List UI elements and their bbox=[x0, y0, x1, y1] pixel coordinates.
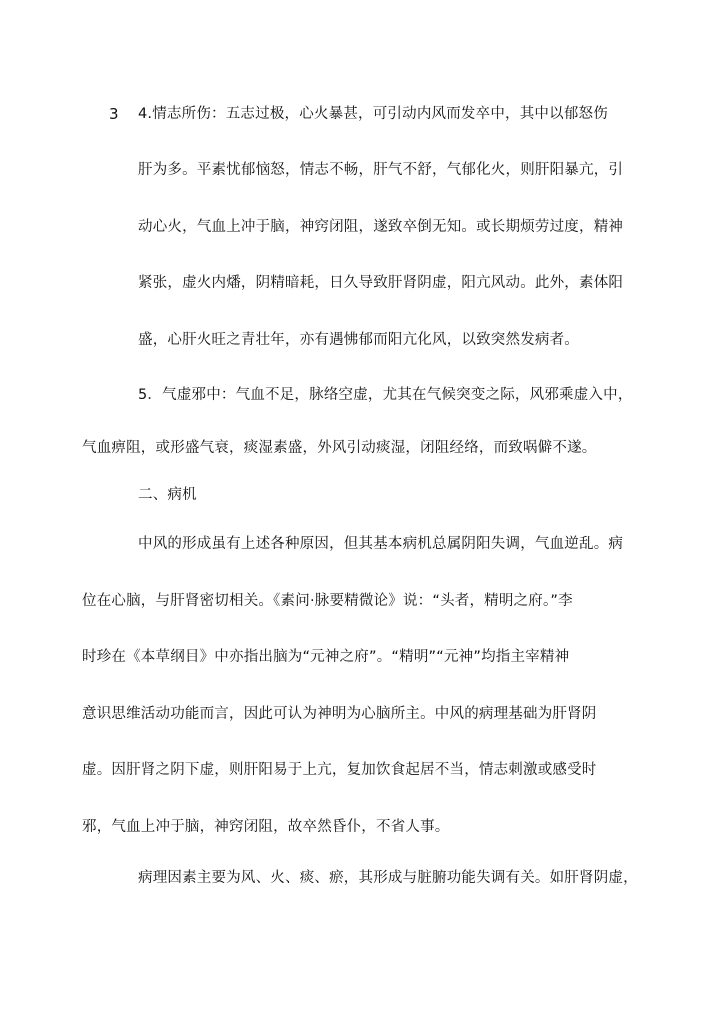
text-line-11: 时珍在《本草纲目》中亦指出脑为“元神之府”。“精明”“元神”均指主宰精神 bbox=[82, 649, 570, 665]
text-line-4: 紧张，虚火内燔，阴精暗耗，日久导致肝肾阴虚，阳亢风动。此外，素体阳 bbox=[138, 275, 624, 291]
text-line-9: 中风的形成虽有上述各种原因，但其基本病机总属阴阳失调，气血逆乱。病 bbox=[138, 536, 624, 552]
text-line-7: 气血痹阻，或形盛气衰，痰湿素盛，外风引动痰湿，闭阻经络，而致㖞僻不遂。 bbox=[82, 440, 597, 456]
text-line-10: 位在心脑，与肝肾密切相关。《素问·脉要精微论》说：“头者，精明之府。”李 bbox=[82, 593, 573, 609]
text-line-14: 邪，气血上冲于脑，神窍闭阻，故卒然昏仆，不省人事。 bbox=[82, 819, 450, 835]
text-line-12: 意识思维活动功能而言，因此可认为神明为心脑所主。中风的病理基础为肝肾阴 bbox=[82, 706, 597, 722]
text-line-1: 4.情志所伤：五志过极，心火暴甚，可引动内风而发卒中，其中以郁怒伤 bbox=[138, 106, 608, 122]
text-line-6: 5．气虚邪中：气血不足，脉络空虚，尤其在气候突变之际，风邪乘虚入中， bbox=[138, 387, 633, 403]
text-line-13: 虚。因肝肾之阴下虚，则肝阳易于上亢，复加饮食起居不当，情志刺激或感受时 bbox=[82, 762, 597, 778]
text-line-5: 盛，心肝火旺之青壮年，亦有遇怫郁而阳亢化风，以致突然发病者。 bbox=[138, 332, 579, 348]
text-line-15: 病理因素主要为风、火、痰、瘀，其形成与脏腑功能失调有关。如肝肾阴虚， bbox=[138, 870, 638, 886]
page-number: 3 bbox=[109, 105, 119, 123]
section-heading: 二、病机 bbox=[138, 487, 197, 503]
text-line-3: 动心火，气血上冲于脑，神窍闭阻，遂致卒倒无知。或长期烦劳过度，精神 bbox=[138, 219, 624, 235]
text-line-2: 肝为多。平素忧郁恼怒，情志不畅，肝气不舒，气郁化火，则肝阳暴亢，引 bbox=[138, 162, 624, 178]
